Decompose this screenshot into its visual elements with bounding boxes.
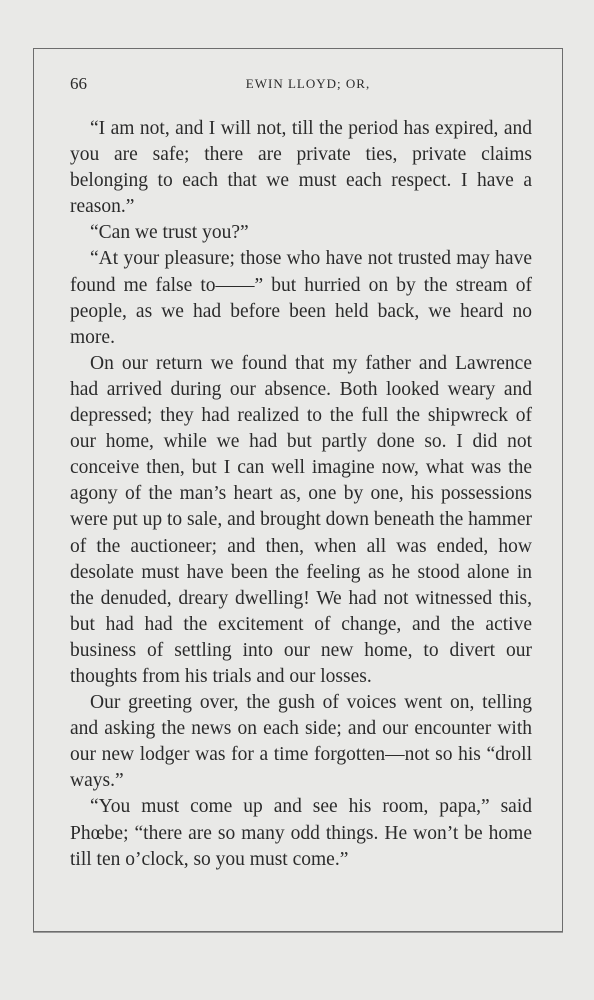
paragraph: “You must come up and see his room, papa,” said Phœbe; “there are so many odd things. He won’t be home till ten o’clock, so you must come.” bbox=[70, 796, 532, 870]
paragraph: On our return we found that my father and Lawrence had arrived during our absence. Both looked weary and depressed; they had realized to the full the shipwreck of our home, while we had but partly done so. I did not conceive then, but I can well imagine now, what was the agony of the man’s heart as, one by one, his possessions were put up to sale, and brought down beneath the hammer of the auctioneer; and then, when all was ended, how desolate must have been the feeling as he stood alone in the denuded, dreary dwelling! We had not witnessed this, but had had the excitement of change, and the active business of settling into our new home, to divert our thoughts from his trials and our losses. bbox=[70, 352, 532, 687]
paragraph: Our greeting over, the gush of voices went on, telling and asking the news on each side; and our encounter with our new lodger was for a time forgotten—not so his “droll ways.” bbox=[70, 692, 532, 792]
paragraph: “I am not, and I will not, till the period has expired, and you are safe; there are private ties, private claims belonging to each that we must each respect. I have a reason.” bbox=[70, 118, 532, 218]
page-bottom-rule bbox=[33, 932, 563, 933]
paragraph: “At your pleasure; those who have not trusted may have found me false to——” but hurried on by the stream of people, as we had before been held back, we heard no more. bbox=[70, 248, 532, 348]
paragraph: “Can we trust you?” bbox=[90, 222, 249, 244]
running-title: EWIN LLOYD; OR, bbox=[245, 76, 371, 91]
running-head bbox=[70, 74, 530, 100]
body-text bbox=[70, 116, 532, 873]
page-number: 66 bbox=[70, 74, 87, 93]
